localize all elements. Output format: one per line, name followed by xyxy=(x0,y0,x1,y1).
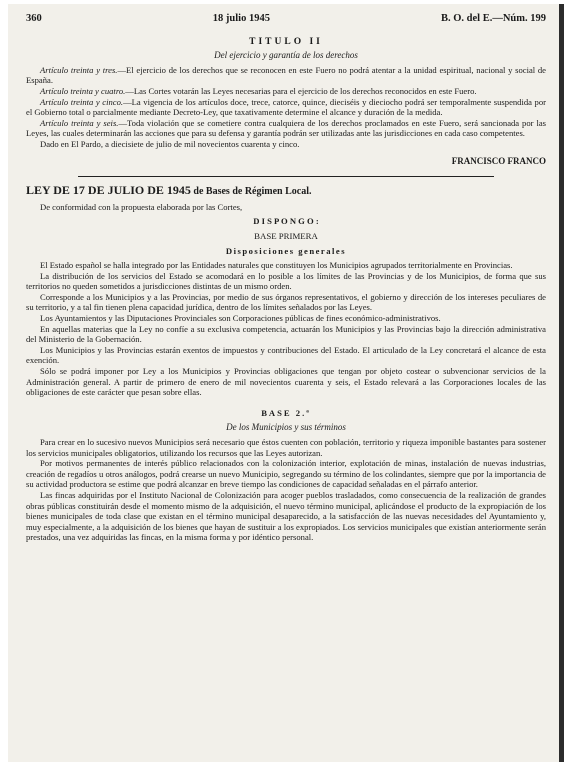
journal-reference: B. O. del E.—Núm. 199 xyxy=(440,13,546,24)
article-lead: Artículo treinta y cuatro. xyxy=(40,85,126,96)
article-text: —Las Cortes votarán las Leyes necesarias para el ejercicio de los derechos reconocidos en este Fuero. xyxy=(125,85,477,96)
disposiciones-heading: Disposiciones generales xyxy=(225,245,347,256)
dado-line: Dado en El Pardo, a diecisiete de julio de mil novecientos cuarenta y cinco. xyxy=(40,138,300,149)
divider xyxy=(78,176,494,177)
paragraph: Los Municipios y las Provincias estarán exentos de impuestos y contribuciones del Estado. El articulado de la Ley concretará el alcance de esta exención. xyxy=(26,344,546,366)
article-lead: Artículo treinta y tres. xyxy=(40,64,118,75)
paragraph: Por motivos permanentes de interés público relacionados con la colonización interior, explotación de minas, instalación de nuevas industrias, creación de regadíos u otros análogos, podrá crearse un nuevo Municipio, segregando su término de los colindantes, siempre que por la importancia de su actividad productora se estime que podrá alcanzar en breve tiempo las condiciones de capacidad señaladas en el párrafo anterior. xyxy=(26,458,546,490)
article-33 xyxy=(26,65,546,86)
base-2-subheading: De los Municipios y sus términos xyxy=(226,422,346,433)
page-number: 360 xyxy=(26,13,42,24)
page-header xyxy=(26,14,546,25)
paragraph: Corresponde a los Municipios y a las Provincias, por medio de sus órganos representativos, el gobierno y dirección de los intereses peculiares de su territorio, y a tal fin tienen plena capacidad jurídica, dentro de los límites señalados por las Leyes. xyxy=(26,291,546,313)
article-lead: Artículo treinta y cinco. xyxy=(40,96,124,107)
article-lead: Artículo treinta y seis. xyxy=(40,117,119,128)
paragraph: Los Ayuntamientos y las Diputaciones Provinciales son Corporaciones públicas de fines económico-administrativos. xyxy=(40,313,441,324)
article-34 xyxy=(26,86,546,97)
paragraph: En aquellas materias que la Ley no confíe a su exclusiva competencia, actuarán los Municipios y las Provincias bajo la dirección administrativa del Ministerio de la Gobernación. xyxy=(26,323,546,345)
article-35 xyxy=(26,97,546,118)
paragraph: Sólo se podrá imponer por Ley a los Municipios y Provincias obligaciones que tengan por objeto costear o subvencionar servicios de la Administración general. A partir de primero de enero de mil novecientos cuarenta y seis, el Estado relevará a las Corporaciones locales de las obligaciones de este carácter que pesan sobre ellas. xyxy=(26,366,546,398)
signature: FRANCISCO FRANCO xyxy=(451,155,546,166)
ley-title xyxy=(26,185,546,198)
ley-title-main: LEY DE 17 DE JULIO DE 1945 xyxy=(26,183,191,198)
paragraph: La distribución de los servicios del Estado se acomodará en lo posible a los límites de las Provincias y de los Municipios, de forma que sus territorios no queden sometidos a jurisdicciones distintas de un mismo orden. xyxy=(26,270,546,292)
article-36 xyxy=(26,118,546,139)
article-text: —Toda violación que se cometiere contra cualquiera de los derechos proclamados en este Fuero, será sancionada por las Leyes, las cuales determinarán las acciones que para su defensa y garantía podrán ser utilizadas ante las jurisdicciones en cada caso competentes. xyxy=(26,117,547,139)
paragraph: El Estado español se halla integrado por las Entidades naturales que constituyen los Municipios agrupados territorialmente en Provincias. xyxy=(40,260,513,271)
base-2-heading: BASE 2.ª xyxy=(261,407,311,418)
base-primera-heading: BASE PRIMERA xyxy=(254,230,318,241)
conformidad-line: De conformidad con la propuesta elaborada por las Cortes, xyxy=(40,201,243,212)
paragraph: Para crear en lo sucesivo nuevos Municipios será necesario que éstos cuenten con población, territorio y riqueza imponible bastantes para sostener los servicios municipales obligatorios, utilizando los recursos que las Leyes autorizan. xyxy=(26,437,546,458)
article-text: —La vigencia de los artículos doce, trece, catorce, quince, dieciséis y dieciocho podrá ser temporalmente suspendida por el Gobierno total o parcialmente mediante Decreto-Ley, que taxativamente determine el alcance y duración de la medida. xyxy=(26,96,546,118)
article-text: —El ejercicio de los derechos que se reconocen en este Fuero no podrá atentar a la unidad espiritual, nacional y social de España. xyxy=(26,64,546,86)
dispongo-heading: D I S P O N G O : xyxy=(253,216,319,227)
titulo-subheading: Del ejercicio y garantía de los derechos xyxy=(214,50,358,61)
ley-title-rest: de Bases de Régimen Local. xyxy=(190,186,312,198)
titulo-heading: TITULO II xyxy=(249,36,323,47)
paragraph: Las fincas adquiridas por el Instituto Nacional de Colonización para acoger pueblos trasladados, como consecuencia de la realización de grandes obras públicas constituirán desde el momento mismo de la adquisición, el nuevo término municipal, aplicándose el producto de la expropiación de los bienes municipales de toda clase que existan en el término municipal desaparecido, a la satisfacción de las nuevas necesidades del Ayuntamiento y, muy especialmente, a la adquisición de los bienes que hayan de sustituir a los expropiados. Los servicios municipales que existían anteriormente serán prestados, una vez adquiridas las fincas, en la misma forma y por idéntico personal. xyxy=(26,489,546,543)
issue-date: 18 julio 1945 xyxy=(212,13,270,24)
document-page xyxy=(8,4,564,762)
